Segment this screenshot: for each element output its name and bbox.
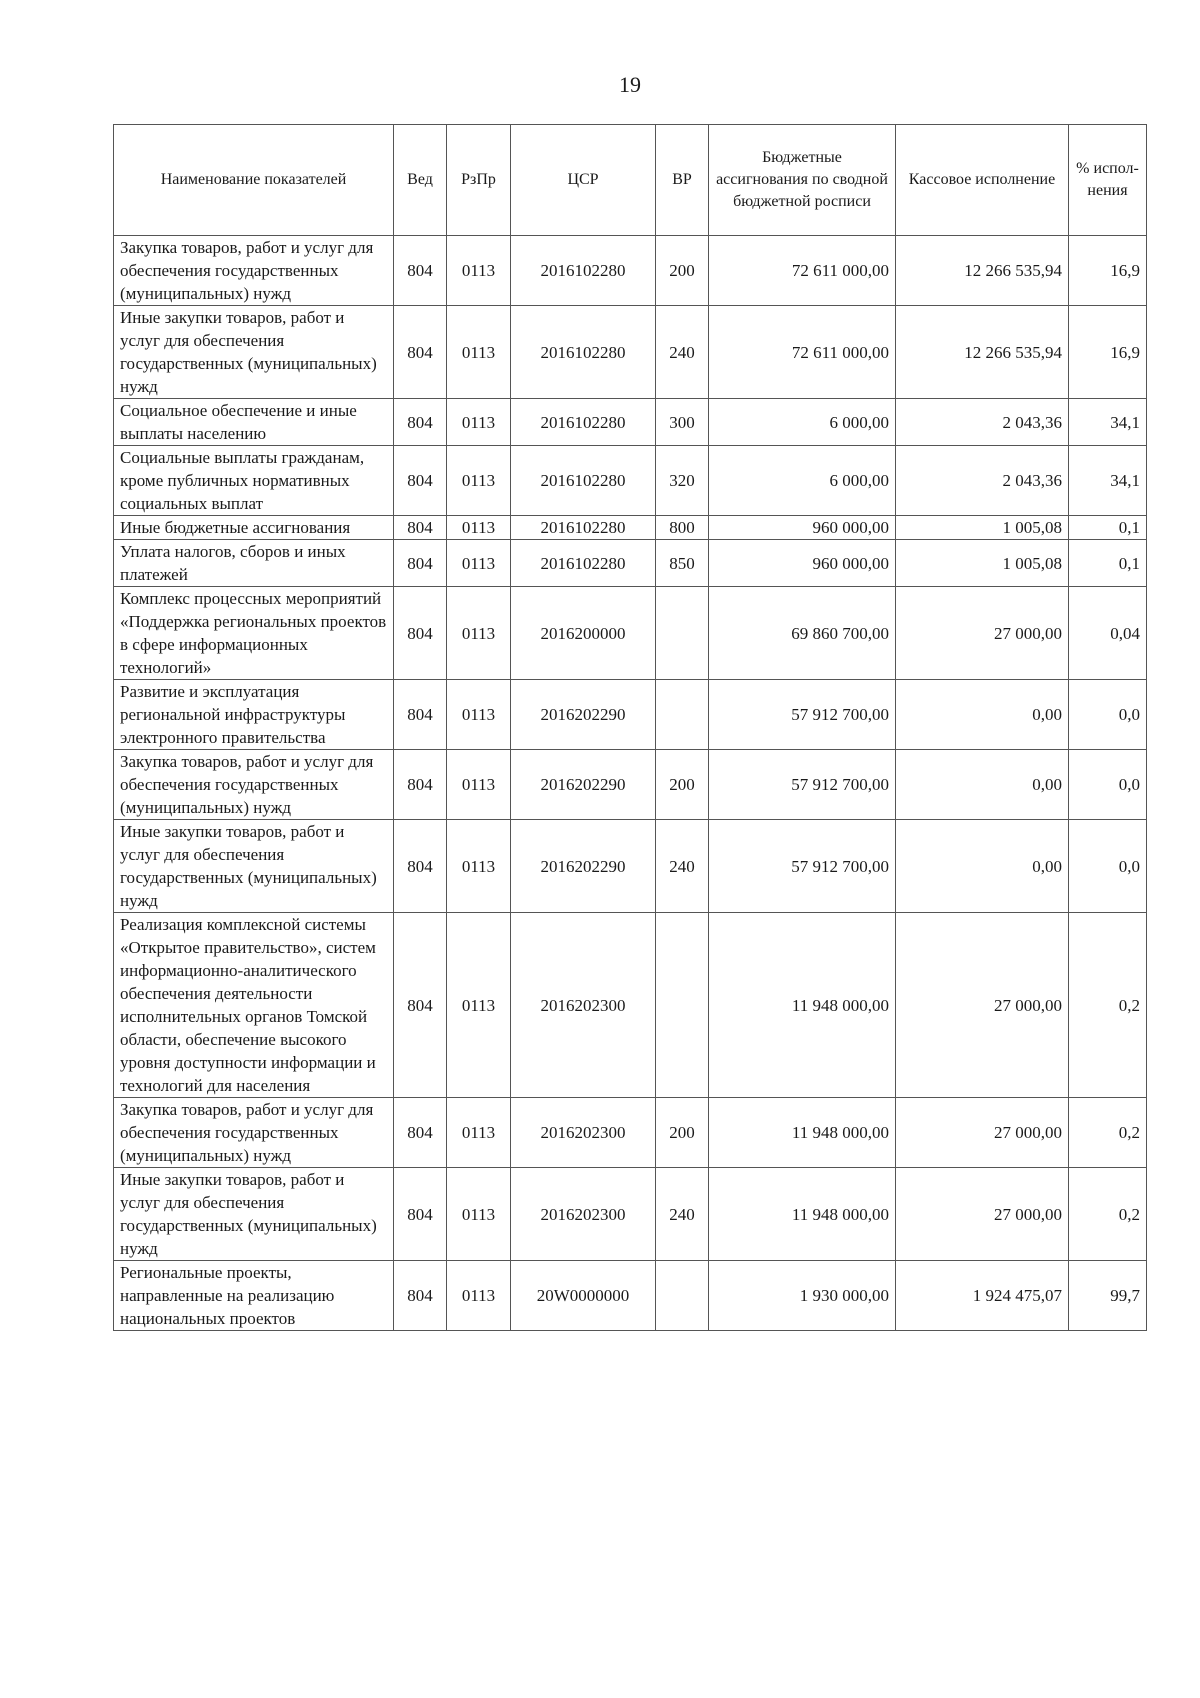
cell-budget: 57 912 700,00	[709, 750, 896, 820]
cell-cash: 2 043,36	[896, 446, 1069, 516]
cell-budget: 57 912 700,00	[709, 680, 896, 750]
cell-csr: 2016102280	[511, 516, 656, 540]
cell-budget: 72 611 000,00	[709, 236, 896, 306]
cell-vr	[656, 1261, 709, 1331]
cell-percent: 99,7	[1069, 1261, 1147, 1331]
cell-cash: 27 000,00	[896, 1168, 1069, 1261]
cell-ved: 804	[394, 540, 447, 587]
cell-ved: 804	[394, 820, 447, 913]
table-row	[114, 306, 1147, 399]
cell-vr: 320	[656, 446, 709, 516]
cell-percent: 0,0	[1069, 680, 1147, 750]
cell-cash: 0,00	[896, 820, 1069, 913]
budget-table	[113, 124, 1147, 1331]
cell-vr: 850	[656, 540, 709, 587]
cell-name: Закупка товаров, работ и услуг для обеспечения государственных (муниципальных) нужд	[114, 750, 394, 820]
cell-vr	[656, 680, 709, 750]
cell-csr: 2016102280	[511, 399, 656, 446]
cell-vr: 240	[656, 306, 709, 399]
table-header-row	[114, 125, 1147, 236]
cell-cash: 2 043,36	[896, 399, 1069, 446]
cell-percent: 0,2	[1069, 1098, 1147, 1168]
cell-ved: 804	[394, 680, 447, 750]
cell-ved: 804	[394, 399, 447, 446]
cell-name: Закупка товаров, работ и услуг для обеспечения государственных (муниципальных) нужд	[114, 236, 394, 306]
table-row	[114, 446, 1147, 516]
header-vr: ВР	[656, 125, 709, 236]
cell-vr: 240	[656, 820, 709, 913]
cell-name: Закупка товаров, работ и услуг для обеспечения государственных (муниципальных) нужд	[114, 1098, 394, 1168]
cell-ved: 804	[394, 446, 447, 516]
cell-rzpr: 0113	[447, 446, 511, 516]
cell-percent: 0,2	[1069, 913, 1147, 1098]
table-row	[114, 913, 1147, 1098]
cell-vr: 240	[656, 1168, 709, 1261]
header-cash: Кассовое исполнение	[896, 125, 1069, 236]
cell-cash: 12 266 535,94	[896, 306, 1069, 399]
cell-rzpr: 0113	[447, 913, 511, 1098]
cell-cash: 1 005,08	[896, 540, 1069, 587]
cell-rzpr: 0113	[447, 680, 511, 750]
cell-name: Развитие и эксплуатация региональной инфраструктуры электронного правительства	[114, 680, 394, 750]
cell-csr: 2016102280	[511, 236, 656, 306]
cell-percent: 0,04	[1069, 587, 1147, 680]
cell-budget: 1 930 000,00	[709, 1261, 896, 1331]
cell-percent: 0,2	[1069, 1168, 1147, 1261]
cell-percent: 34,1	[1069, 399, 1147, 446]
cell-budget: 72 611 000,00	[709, 306, 896, 399]
table-row	[114, 750, 1147, 820]
table-row	[114, 1098, 1147, 1168]
cell-percent: 0,0	[1069, 820, 1147, 913]
cell-name: Иные бюджетные ассигнования	[114, 516, 394, 540]
cell-csr: 2016202290	[511, 680, 656, 750]
page-number: 19	[619, 72, 641, 97]
cell-cash: 1 924 475,07	[896, 1261, 1069, 1331]
cell-name: Иные закупки товаров, работ и услуг для обеспечения государственных (муниципальных) нужд	[114, 306, 394, 399]
cell-name: Социальные выплаты гражданам, кроме публичных нормативных социальных выплат	[114, 446, 394, 516]
cell-ved: 804	[394, 1261, 447, 1331]
cell-csr: 2016202300	[511, 1098, 656, 1168]
cell-rzpr: 0113	[447, 750, 511, 820]
cell-ved: 804	[394, 306, 447, 399]
cell-csr: 2016102280	[511, 306, 656, 399]
cell-budget: 6 000,00	[709, 446, 896, 516]
cell-rzpr: 0113	[447, 1098, 511, 1168]
cell-rzpr: 0113	[447, 587, 511, 680]
cell-csr: 2016102280	[511, 540, 656, 587]
cell-cash: 27 000,00	[896, 913, 1069, 1098]
cell-ved: 804	[394, 913, 447, 1098]
cell-rzpr: 0113	[447, 540, 511, 587]
cell-csr: 2016202300	[511, 1168, 656, 1261]
table-row	[114, 540, 1147, 587]
cell-budget: 11 948 000,00	[709, 1098, 896, 1168]
cell-budget: 11 948 000,00	[709, 913, 896, 1098]
cell-ved: 804	[394, 1168, 447, 1261]
cell-cash: 0,00	[896, 680, 1069, 750]
cell-vr: 800	[656, 516, 709, 540]
cell-percent: 34,1	[1069, 446, 1147, 516]
table-row	[114, 820, 1147, 913]
cell-percent: 0,1	[1069, 540, 1147, 587]
cell-csr: 2016202300	[511, 913, 656, 1098]
cell-ved: 804	[394, 587, 447, 680]
cell-budget: 11 948 000,00	[709, 1168, 896, 1261]
cell-name: Социальное обеспечение и иные выплаты населению	[114, 399, 394, 446]
cell-cash: 12 266 535,94	[896, 236, 1069, 306]
cell-ved: 804	[394, 750, 447, 820]
cell-budget: 6 000,00	[709, 399, 896, 446]
cell-csr: 2016102280	[511, 446, 656, 516]
table-row	[114, 587, 1147, 680]
cell-rzpr: 0113	[447, 306, 511, 399]
cell-rzpr: 0113	[447, 1168, 511, 1261]
cell-percent: 0,1	[1069, 516, 1147, 540]
table-row	[114, 516, 1147, 540]
cell-csr: 2016202290	[511, 750, 656, 820]
cell-budget: 960 000,00	[709, 516, 896, 540]
table-body	[114, 236, 1147, 1331]
cell-vr: 200	[656, 750, 709, 820]
cell-name: Реализация комплексной системы «Открытое правительство», систем информационно-аналитического обеспечения деятельности исполнительных органов Томской области, обеспечение высокого уровня доступности информации и технологий для населения	[114, 913, 394, 1098]
cell-vr	[656, 587, 709, 680]
cell-vr: 300	[656, 399, 709, 446]
table-row	[114, 1168, 1147, 1261]
cell-cash: 1 005,08	[896, 516, 1069, 540]
cell-name: Иные закупки товаров, работ и услуг для обеспечения государственных (муниципальных) нужд	[114, 820, 394, 913]
cell-rzpr: 0113	[447, 399, 511, 446]
header-csr: ЦСР	[511, 125, 656, 236]
cell-cash: 27 000,00	[896, 1098, 1069, 1168]
table-row	[114, 1261, 1147, 1331]
cell-vr: 200	[656, 236, 709, 306]
cell-vr: 200	[656, 1098, 709, 1168]
cell-ved: 804	[394, 1098, 447, 1168]
table-row	[114, 680, 1147, 750]
cell-vr	[656, 913, 709, 1098]
header-budget: Бюджетные ассигнования по сводной бюджетной росписи	[709, 125, 896, 236]
cell-percent: 0,0	[1069, 750, 1147, 820]
table-row	[114, 399, 1147, 446]
cell-csr: 2016202290	[511, 820, 656, 913]
cell-name: Уплата налогов, сборов и иных платежей	[114, 540, 394, 587]
cell-percent: 16,9	[1069, 306, 1147, 399]
cell-name: Региональные проекты, направленные на реализацию национальных проектов	[114, 1261, 394, 1331]
cell-ved: 804	[394, 236, 447, 306]
cell-budget: 69 860 700,00	[709, 587, 896, 680]
header-name: Наименование показателей	[114, 125, 394, 236]
cell-percent: 16,9	[1069, 236, 1147, 306]
cell-cash: 27 000,00	[896, 587, 1069, 680]
cell-rzpr: 0113	[447, 236, 511, 306]
cell-rzpr: 0113	[447, 516, 511, 540]
cell-budget: 57 912 700,00	[709, 820, 896, 913]
header-percent: % испол-нения	[1069, 125, 1147, 236]
cell-csr: 20W0000000	[511, 1261, 656, 1331]
cell-cash: 0,00	[896, 750, 1069, 820]
cell-name: Комплекс процессных мероприятий «Поддержка региональных проектов в сфере информационных технологий»	[114, 587, 394, 680]
cell-ved: 804	[394, 516, 447, 540]
cell-name: Иные закупки товаров, работ и услуг для обеспечения государственных (муниципальных) нужд	[114, 1168, 394, 1261]
table-row	[114, 236, 1147, 306]
header-rzpr: РзПр	[447, 125, 511, 236]
cell-csr: 2016200000	[511, 587, 656, 680]
cell-budget: 960 000,00	[709, 540, 896, 587]
header-ved: Вед	[394, 125, 447, 236]
cell-rzpr: 0113	[447, 1261, 511, 1331]
cell-rzpr: 0113	[447, 820, 511, 913]
